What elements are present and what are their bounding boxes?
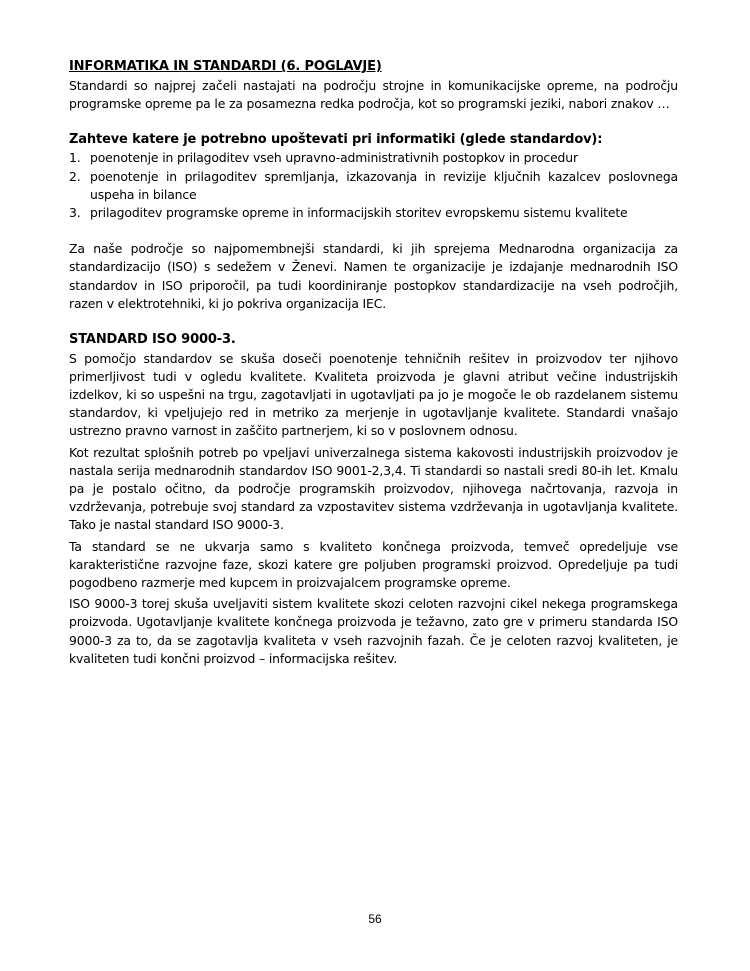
- intro-paragraph: Standardi so najprej začeli nastajati na področju strojne in komunikacijske opreme, na področju programske opreme pa le za posamezna redka področja, kot so programski jeziki, nabori znakov …: [69, 77, 678, 111]
- iso-paragraph: ISO 9000-3 torej skuša uveljaviti sistem kvalitete skozi celoten razvojni cikel nekega programskega proizvoda. Ugotavljanje kvalitete končnega proizvoda je težavno, zato gre v primeru standarda ISO 9000-3 za to, da se zagotavlja kvaliteta v vseh razvojnih fazah. Če je celoten razvoj kvaliteten, je kvaliteten tudi končni proizvod – informacijska rešitev.: [69, 596, 678, 666]
- list-item-text: prilagoditev programske opreme in informacijskih storitev evropskemu sistemu kvalitete: [90, 205, 628, 221]
- list-item-text: poenotenje in prilagoditev vseh upravno-administrativnih postopkov in procedur: [90, 150, 578, 166]
- chapter-title: INFORMATIKA IN STANDARDI (6. POGLAVJE): [69, 59, 382, 74]
- document-page: [69, 58, 678, 668]
- list-item: [69, 168, 678, 204]
- requirements-list: [69, 149, 678, 222]
- spacer: [69, 313, 678, 331]
- list-item-number: 1.: [69, 150, 81, 166]
- iso-paragraph: Ta standard se ne ukvarja samo s kvaliteto končnega proizvoda, temveč opredeljuje vse karakteristične razvojne faze, skozi katere gre poljuben programski proizvod. Opredeljuje pa tudi pogodbeno razmerje med kupcem in proizvajalcem programske opreme.: [69, 538, 678, 590]
- spacer: [69, 113, 678, 131]
- list-item: [69, 149, 678, 167]
- iso-paragraph: S pomočjo standardov se skuša doseči poenotenje tehničnih rešitev in proizvodov ter njihovo primerljivost tudi v ogledu kvalitete. Kvaliteta proizvoda je glavni atribut večine industrijskih izdelkov, ki so uspešni na trgu, zagotavljati in ugotavljati pa jo je mogoče le ob razdelanem sistemu standardov, ki vpeljujejo red in metriko za merjenje in ugotavljanje kvalitete. Standardi vnašajo ustrezno pravno varnost in zaščito partnerjem, ki so v poslovnem odnosu.: [69, 350, 678, 439]
- list-item-text: poenotenje in prilagoditev spremljanja, izkazovanja in revizije ključnih kazalcev poslovnega uspeha in bilance: [90, 168, 678, 202]
- list-item-number: 2.: [69, 168, 81, 184]
- iso-organization-paragraph: Za naše področje so najpomembnejši standardi, ki jih sprejema Mednarodna organizacija za standardizacijo (ISO) s sedežem v Ženevi. Namen te organizacije je izdajanje mednarodnih ISO standardov in ISO priporočil, pa tudi koordiniranje postopkov standardizacije na vseh področjih, razen v elektrotehniki, ki jo pokriva organizacija IEC.: [69, 241, 678, 311]
- spacer: [69, 222, 678, 240]
- page-number: 56: [368, 912, 382, 926]
- iso-heading: STANDARD ISO 9000-3.: [69, 332, 236, 348]
- iso-paragraph: Kot rezultat splošnih potreb po vpeljavi univerzalnega sistema kakovosti industrijskih proizvodov je nastala serija mednarodnih standardov ISO 9001-2,3,4. Ti standardi so nastali sredi 80-ih let. Kmalu pa je postalo očitno, da področje programskih proizvodov, njihovega načrtovanja, razvoja in vzdrževanja, potrebuje svoj standard za vzpostavitev sistema vzdrževanja in ugotavljanja kvalitete. Tako je nastal standard ISO 9000-3.: [69, 444, 678, 533]
- list-item: [69, 204, 678, 222]
- list-item-number: 3.: [69, 205, 81, 221]
- requirements-heading: Zahteve katere je potrebno upoštevati pri informatiki (glede standardov):: [69, 131, 603, 147]
